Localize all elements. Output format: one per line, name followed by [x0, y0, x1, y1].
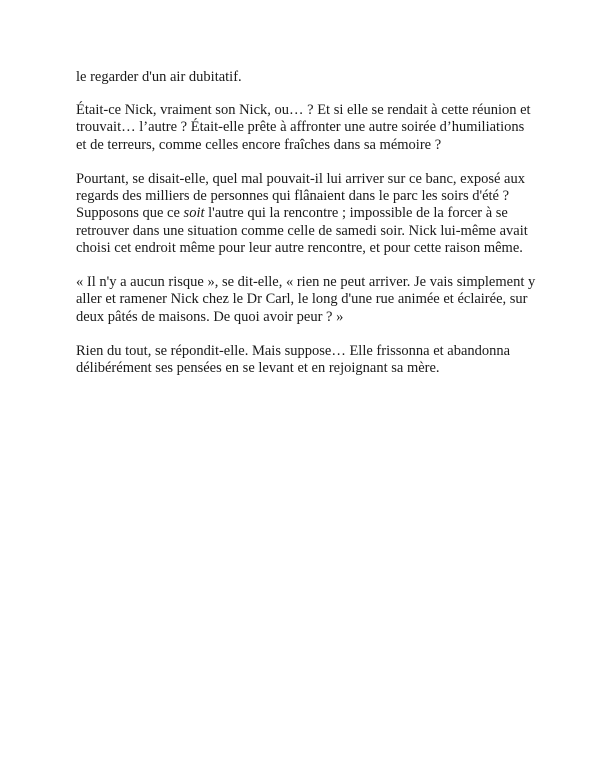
emphasized-word: soit: [183, 205, 205, 222]
paragraph-3-end: l'autre qui la rencontre ; impossible de la forcer à se retrouver dans une situation comme celle de samedi soir. Nick lui-même avait choisi cet endroit même pour leur autre rencontre, et pour cette raison même.: [76, 205, 528, 256]
paragraph-2: Était-ce Nick, vraiment son Nick, ou… ? Et si elle se rendait à cette réunion et trouvait… l’autre ? Était-elle prête à affronter une autre soirée d’humiliations et de terreurs, comme celles encore fraîches dans sa mémoire ?: [76, 102, 531, 153]
paragraph-4: « Il n'y a aucun risque », se dit-elle, « rien ne peut arriver. Je vais simplement y aller et ramener Nick chez le Dr Carl, le long d'une rue animée et éclairée, sur deux pâtés de maisons. De quoi avoir peur ? »: [76, 274, 536, 325]
paragraph-3-start: Pourtant, se disait-elle, quel mal pouvait-il lui arriver sur ce banc, exposé aux regards des milliers de personnes qui flânaient dans le parc les soirs d'été ? Supposons que ce: [76, 171, 525, 222]
body-text: [76, 69, 536, 395]
paragraph-5: Rien du tout, se répondit-elle. Mais suppose… Elle frissonna et abandonna délibérément ses pensées en se levant et en rejoignant sa mère.: [76, 343, 511, 377]
paragraph-1: le regarder d'un air dubitatif.: [76, 69, 242, 85]
paragraph-3: [76, 171, 536, 257]
